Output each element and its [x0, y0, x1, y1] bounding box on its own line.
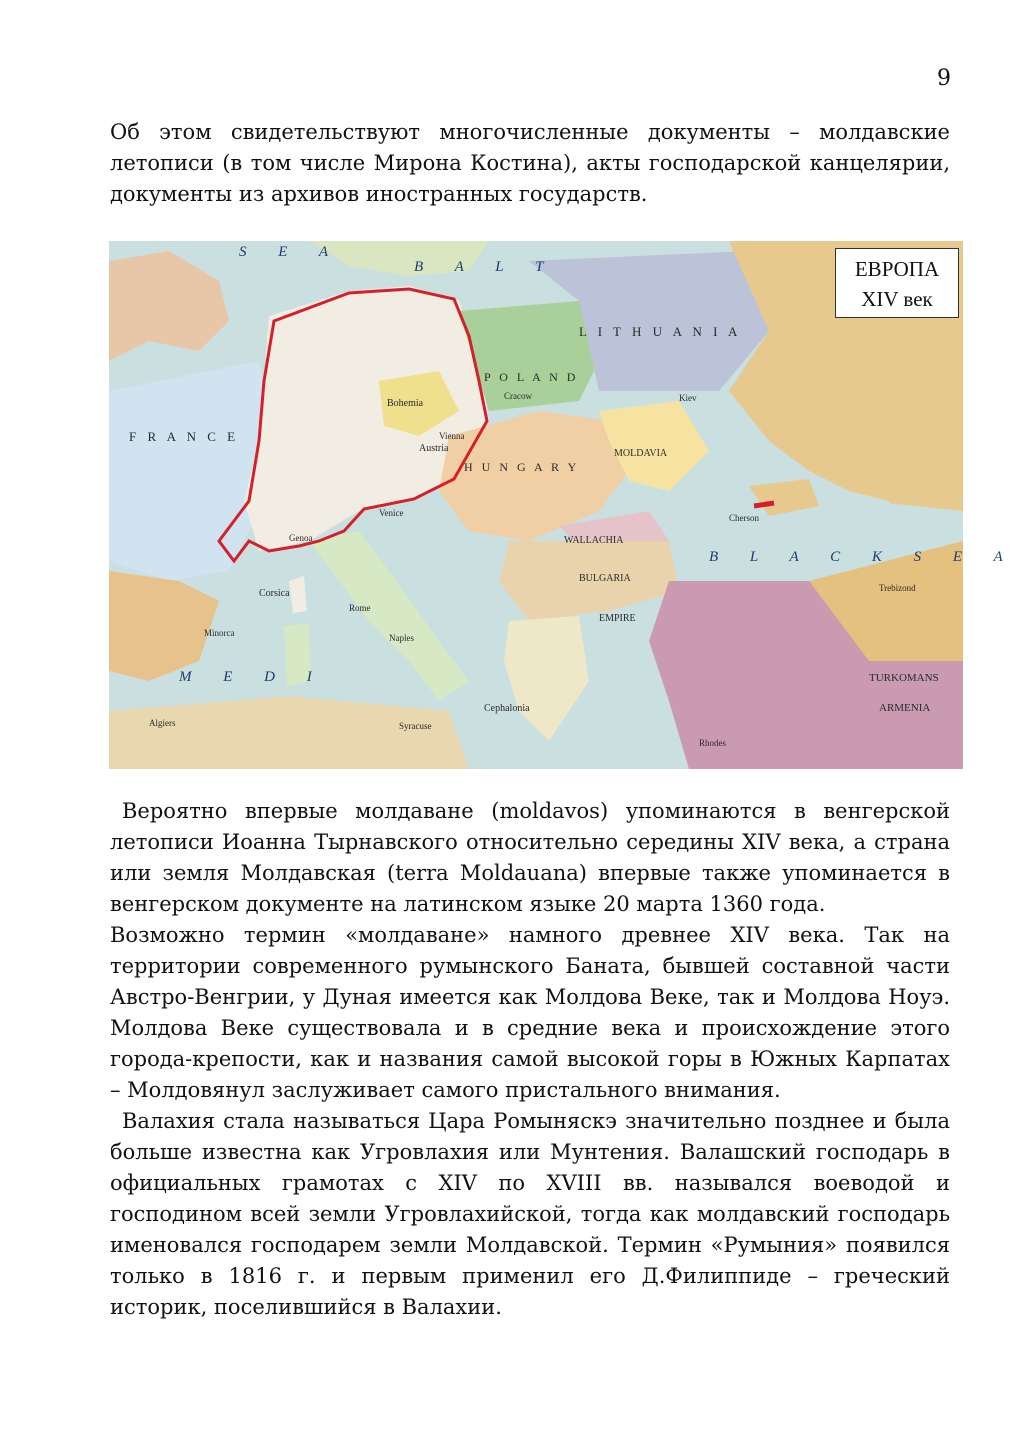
map-place-vienna: Vienna [439, 431, 465, 441]
page-number: 9 [937, 66, 951, 91]
map-place-trebizond: Trebizond [879, 583, 916, 593]
map-label-france: F R A N C E [129, 429, 240, 444]
map-caption-line2: XIV век [861, 287, 933, 311]
map-place-algiers: Algiers [149, 718, 176, 728]
map-label-mediterranean: M E D I [179, 669, 326, 685]
map-label-lithuania: L I T H U A N I A [579, 324, 742, 339]
map-place-syracuse: Syracuse [399, 721, 432, 731]
paragraph-term: Возможно термин «молдаване» намного древнее XIV века. Так на территории современного румынского Баната, бывшей составной части Австро-Венгрии, у Дуная имеется как Молдова Веке, так и Молдова Ноуэ. Молдова Веке существовала и в средние века и происхождение этого города-крепости, как и названия самой высокой горы в Южных Карпатах – Молдовянул заслуживает самого пристального внимания. [110, 923, 950, 1102]
map-caption-line1: ЕВРОПА [854, 257, 940, 281]
map-label-black-sea: B L A C K S E A [709, 549, 1017, 565]
intro-paragraph: Об этом свидетельствуют многочисленные документы – молдавские летописи (в том числе Мирона Костина), акты господарской канцелярии, документы из архивов иностранных государств. [110, 120, 950, 206]
map-label-armenia: ARMENIA [879, 702, 931, 714]
map-caption-box [835, 248, 959, 318]
map-label-baltic: B A L T [414, 259, 558, 275]
map-place-minorca: Minorca [204, 628, 235, 638]
map-crimea-colony [754, 503, 774, 506]
map-label-bulgaria: BULGARIA [579, 573, 631, 584]
map-place-corsica: Corsica [259, 588, 290, 599]
paragraph-wallachia: Валахия стала называться Цара Ромыняскэ значительно позднее и была больше известна как Угровлахия или Мунтения. Валашский господарь в официальных грамотах с XIV по XVIII вв. назывался воеводой и господином всей земли Угровлахийской, тогда как молдавский господарь именовался господарем земли Молдавской. Термин «Румыния» появился только в 1816 г. и первым применил его Д.Филиппиде – греческий историк, поселившийся в Валахии. [110, 1109, 950, 1319]
map-place-rome: Rome [349, 603, 371, 613]
map-label-turkomans: TURKOMANS [869, 672, 939, 684]
map-label-north-sea: S E A [239, 244, 343, 260]
paragraph-moldavians: Вероятно впервые молдаване (moldavos) упоминаются в венгерской летописи Иоанна Тырнавского относительно середины XIV века, а страна или земля Молдавская (terra Moldauana) впервые также упоминается в венгерском документе на латинском языке 20 марта 1360 года. [110, 799, 950, 916]
map-place-cherson: Cherson [729, 513, 759, 523]
map-label-empire: EMPIRE [599, 613, 636, 624]
map-place-cephalonia: Cephalonia [484, 703, 530, 714]
map-place-naples: Naples [389, 633, 414, 643]
map-place-rhodes: Rhodes [699, 738, 726, 748]
map-label-bohemia: Bohemia [387, 398, 424, 409]
map-place-venice: Venice [379, 508, 404, 518]
historical-map-europe-14th-century [109, 241, 1017, 769]
map-label-wallachia: WALLACHIA [564, 535, 624, 546]
map-label-poland: P O L A N D [484, 370, 579, 384]
map-place-cracow: Cracow [504, 391, 532, 401]
map-label-moldavia: MOLDAVIA [614, 448, 668, 459]
map-place-genoa: Genoa [289, 533, 313, 543]
map-place-kiev: Kiev [679, 393, 697, 403]
body-text [110, 796, 950, 1323]
map-label-hungary: H U N G A R Y [464, 460, 580, 474]
map-label-austria: Austria [419, 443, 449, 454]
